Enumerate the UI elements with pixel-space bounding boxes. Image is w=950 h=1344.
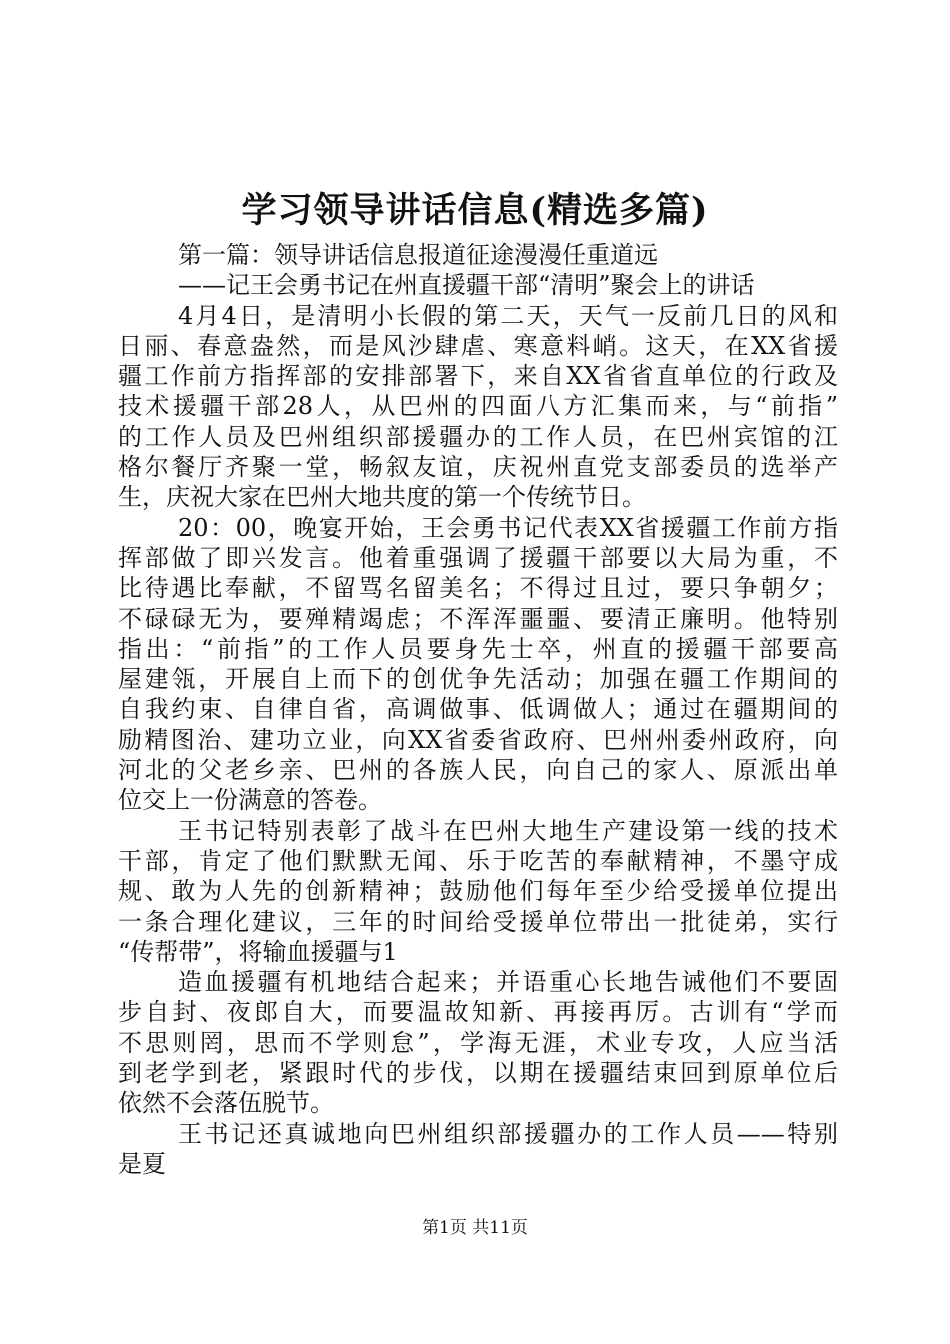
text-line: 生，庆祝大家在巴州大地共度的第一个传统节日。 (118, 483, 646, 512)
text-line: 屋建瓴，开展自上而下的创优争先活动；加强在疆工作期间的 (118, 665, 838, 694)
text-line: ——记王会勇书记在州直援疆干部“清明”聚会上的讲话 (178, 271, 755, 300)
text-line: 格尔餐厅齐聚一堂，畅叙友谊，庆祝州直党支部委员的选举产 (118, 453, 838, 482)
text-line: 不碌碌无为，要殚精竭虑；不浑浑噩噩、要清正廉明。他特别 (118, 604, 838, 633)
text-line: “传帮带”，将输血援疆与1 (118, 937, 398, 966)
text-line: 20：00，晚宴开始，王会勇书记代表XX省援疆工作前方指 (178, 513, 838, 542)
text-line: 河北的父老乡亲、巴州的各族人民，向自己的家人、原派出单 (118, 756, 838, 785)
text-line: 比待遇比奉献，不留骂名留美名；不得过且过，要只争朝夕； (118, 574, 838, 603)
text-line: 的工作人员及巴州组织部援疆办的工作人员，在巴州宾馆的江 (118, 422, 838, 451)
text-line: 王书记特别表彰了战斗在巴州大地生产建设第一线的技术 (178, 816, 838, 845)
text-line: 技术援疆干部28人，从巴州的四面八方汇集而来，与“前指” (118, 392, 838, 421)
text-line: 4月4日，是清明小长假的第二天，天气一反前几日的风和 (178, 301, 838, 330)
text-line: 挥部做了即兴发言。他着重强调了援疆干部要以大局为重，不 (118, 543, 838, 572)
page-footer: 第1页 共11页 (422, 1218, 528, 1238)
text-line: 第一篇：领导讲话信息报道征途漫漫任重道远 (178, 241, 658, 269)
text-line: 干部，肯定了他们默默无闻、乐于吃苦的奉献精神，不墨守成 (118, 846, 838, 875)
document-body (118, 240, 838, 1179)
text-line: 日丽、春意盎然，而是风沙肆虐、寒意料峭。这天，在XX省援 (118, 331, 838, 360)
text-line: 一条合理化建议，三年的时间给受援单位带出一批徒弟，实行 (118, 907, 838, 936)
text-line: 自我约束、自律自省，高调做事、低调做人；通过在疆期间的 (118, 695, 838, 724)
text-line: 励精图治、建功立业，向XX省委省政府、巴州州委州政府，向 (118, 725, 838, 754)
text-line: 位交上一份满意的答卷。 (118, 786, 382, 815)
text-line: 到老学到老，紧跟时代的步伐，以期在援疆结束回到原单位后 (118, 1059, 838, 1088)
text-line: 不思则罔，思而不学则怠”，学海无涯，术业专攻，人应当活 (118, 1028, 838, 1057)
text-line: 规、敢为人先的创新精神；鼓励他们每年至少给受援单位提出 (118, 877, 838, 906)
text-line: 王书记还真诚地向巴州组织部援疆办的工作人员——特别 (178, 1119, 838, 1148)
text-line: 是夏 (118, 1149, 166, 1178)
text-line: 步自封、夜郎自大，而要温故知新、再接再厉。古训有“学而 (118, 998, 838, 1027)
text-line: 疆工作前方指挥部的安排部署下，来自XX省省直单位的行政及 (118, 362, 838, 391)
text-line: 依然不会落伍脱节。 (118, 1089, 334, 1118)
text-line: 造血援疆有机地结合起来；并语重心长地告诫他们不要固 (178, 968, 838, 997)
document-title: 学习领导讲话信息(精选多篇) (241, 190, 709, 231)
text-line: 指出：“前指”的工作人员要身先士卒，州直的援疆干部要高 (118, 634, 838, 663)
